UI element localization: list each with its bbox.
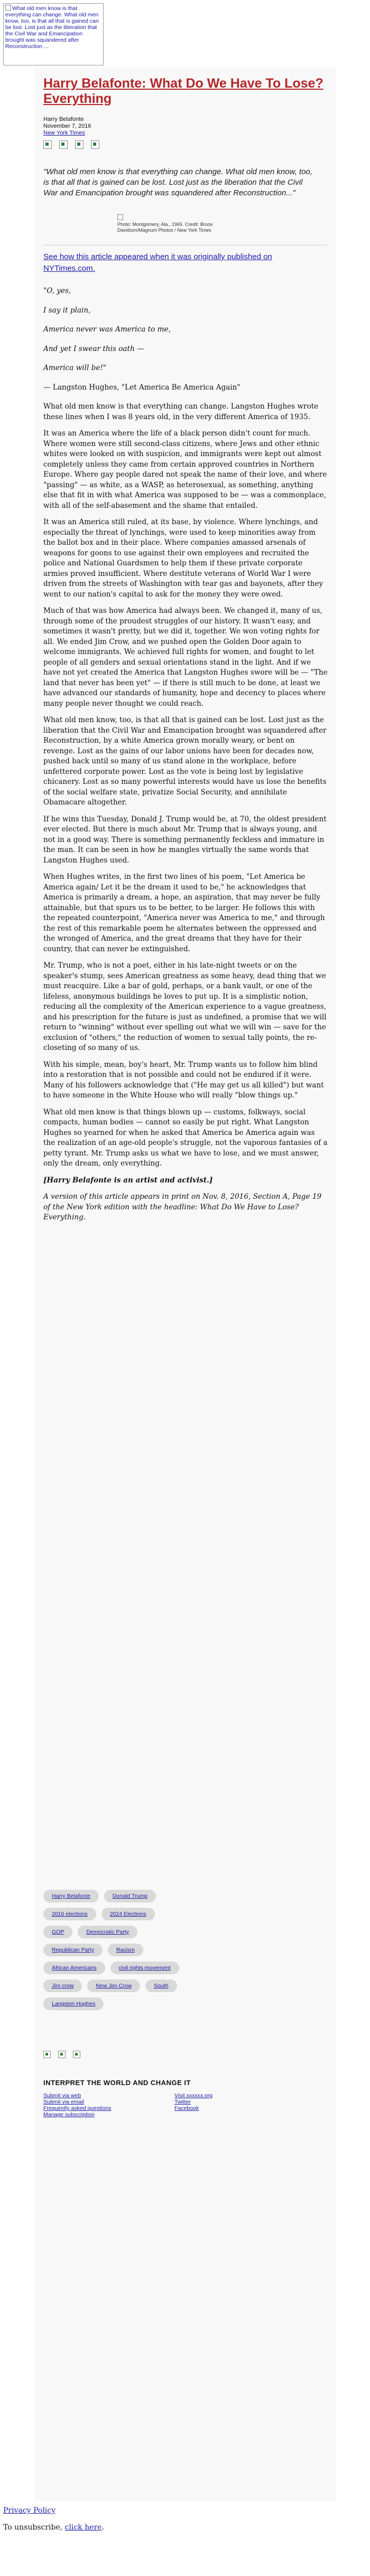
original-article-link[interactable]: See how this article appeared when it was originally published on NYTimes.com. xyxy=(43,252,272,273)
header-image-alt-text: What old men know is that everything can change. What old men know, too, is that all that is gained can be lost. Lost just as the liberation that the Civil War and Emancipation brought was squandered after Reconstruction ... xyxy=(5,5,99,50)
submit-web-link[interactable]: Submit via web xyxy=(43,2092,81,2099)
pull-quote: "What old men know is that everything can change. What old men know, too, is that all that is gained can be lost. Lost just as the liberation that the Civil War and Emancipation brought was squandered after Reconstruction..." xyxy=(43,167,312,197)
footer-links-left xyxy=(43,2092,111,2118)
poem-line: I say it plain, xyxy=(43,306,91,315)
tag-link[interactable]: GOP xyxy=(43,1926,72,1938)
body-paragraph: What old men know is that things blown up — customs, folkways, social compacts, human bodies — cannot so easily be put right. What Langston Hughes so yearned for when he asked that America be America again was the realization of an age-old people's struggle, not the vaporous fantasies of a petty tyrant. Mr. Trump asks us what we have to lose, and we must answer, only the dream, only everything. xyxy=(43,1107,328,1168)
photo-credit-line-2: Davidson/Magnum Photos / New York Times xyxy=(117,228,211,233)
body-paragraph: What old men know is that everything can change. Langston Hughes wrote these lines when I was 8 years old, in the very different America of 1935. xyxy=(43,402,319,421)
broken-image-icon xyxy=(5,5,11,11)
body-paragraph: It was an America where the life of a black person didn't count for much. Where women were still second-class citizens, where Jews and other ethnic whites were looked on with suspicion, and immigrants were kept out almost completely unless they came from certain approved countries in Northern Europe. Where gay people dared not speak the name of their love, and where "passing" — as white, as a WASP, as heterosexual, as something, anything else that fit in with what America was supposed to be — was a commonplace, with all of the self-abasement and the shame that entailed. xyxy=(43,429,327,510)
poem-line: America will be!" xyxy=(43,364,107,372)
facebook-link[interactable]: Facebook xyxy=(174,2105,199,2111)
email-share-icon[interactable] xyxy=(73,2051,80,2058)
tag-link[interactable]: Racism xyxy=(108,1944,143,1956)
article-title[interactable]: Harry Belafonte: What Do We Have To Lose? Everything xyxy=(43,76,323,106)
photo-caption xyxy=(117,214,212,233)
body-paragraph: It was an America still ruled, at its base, by violence. Where lynchings, and especially the threat of lynchings, were used to keep minorities away from the ballot box and in their place. Where companies amassed arsenals of weapons for goons to use against their own employees and recruited the police and National Guardsmen to help them if these private corporate armies proved insufficient. Where destitute veterans of World War I were driven from the streets of Washington with tear gas and bayonets, after they went to our nation's capital to ask for the money they were owed. xyxy=(43,518,323,599)
newsletter-footer xyxy=(43,2079,327,2118)
author-name: Harry Belafonte xyxy=(43,116,84,122)
footer-links-right xyxy=(174,2092,212,2111)
facebook-share-icon[interactable] xyxy=(43,140,52,149)
body-paragraph: Much of that was how America had always been. We changed it, many of us, through some of the proudest struggles of our history. It wasn't easy, and sometimes it wasn't pretty, but we did it, together. We won voting rights for all. We ended Jim Crow, and we pushed open the Golden Door again to welcome immigrants. We achieved full rights for women, and fought to let people of all genders and sexual orientations stand in the light. And if we have not yet created the America that Langston Hughes swore will be — "The land that never has been yet" — if there is still much to be done, at least we have advanced our standards of humanity, hope and decency to places where many people never thought we could reach. xyxy=(43,607,328,708)
tag-link[interactable]: Democratic Party xyxy=(78,1926,137,1938)
article-meta xyxy=(43,116,91,137)
print-note: A version of this article appears in print on Nov. 8, 2016, Section A, Page 19 of the New York edition with the headline: What Do We Have to Lose? Everything. xyxy=(43,1192,322,1221)
tag-link[interactable]: Jim crow xyxy=(43,1980,82,1992)
body-paragraph: What old men know, too, is that all that is gained can be lost. Lost just as the liberation that the Civil War and Emancipation brought was squandered after Reconstruction, by a white America grown morally weary, or bent on revenge. Lost as the gains of our labor unions have been for decades now, pushed back until so many of us stand alone in the workplace, before unfettered corporate power. Lost as the vote is being lost by legislative chicanery. Lost as so many powerful interests would have us lose the benefits of the social welfare state, privatize Social Security, and annihilate Obamacare altogether. xyxy=(43,716,327,807)
unsubscribe-prefix: To unsubscribe, xyxy=(3,2523,65,2532)
submit-email-link[interactable]: Submit via email xyxy=(43,2099,85,2105)
facebook-share-icon[interactable] xyxy=(43,2051,51,2058)
unsubscribe-line xyxy=(3,2523,104,2532)
poem-line: America never was America to me, xyxy=(43,325,171,334)
twitter-link[interactable]: Twitter xyxy=(174,2099,191,2105)
faq-link[interactable]: Frequently asked questions xyxy=(43,2105,112,2111)
tag-link[interactable]: Harry Belafonte xyxy=(43,1890,99,1902)
tag-link[interactable]: New Jim Crow xyxy=(87,1980,140,1992)
bottom-share-icons xyxy=(43,2050,88,2060)
tag-link[interactable]: civil rights movement xyxy=(110,1962,179,1974)
body-paragraph: When Hughes writes, in the first two lines of his poem, "Let America be America again/ Let it be the dream it used to be," he acknowledges that America is primarily a dream, a hope, an aspiration, that may never be fully attainable, but that spurs us to be better, to be larger. He follows this with the repeated counterpoint, "America never was America to me," and through the rest of this remarkable poem he alternates between the oppressed and the wronged of America, and the great dreams that they have for their country, that can never be extinguished. xyxy=(43,873,325,953)
body-paragraph: With his simple, mean, boy's heart, Mr. Trump wants us to follow him blind into a restoration that is not possible and could not be endured if it were. Many of his followers acknowledge that ("He may get us all killed") but want to have someone in the White House who will really "blow things up." xyxy=(43,1060,324,1100)
body-paragraph: Mr. Trump, who is not a poet, either in his late-night tweets or on the speaker's stump, sees American greatness as some heavy, dead thing that we must reacquire. Like a bar of gold, perhaps, or a bank vault, or one of the lifeless, anonymous buildings he loves to put up. It is a simplistic notion, reducing all the complexity of the American experience to a vague greatness, and his prescription for the future is just as undefined, a promise that we will return to "winning" without ever spelling out what we will win — save for the exclusion of "others," the reduction of women to sexual tally points, the re-closeting of so many of us. xyxy=(43,961,327,1052)
poem-line: And yet I swear this oath — xyxy=(43,344,144,353)
broken-header-image[interactable] xyxy=(3,3,104,65)
privacy-policy-link[interactable]: Privacy Policy xyxy=(3,2506,56,2515)
poem-attribution: — Langston Hughes, "Let America Be America Again" xyxy=(43,383,240,392)
email-share-icon[interactable] xyxy=(75,140,84,149)
visit-site-link[interactable]: Visit xxxxxx.org xyxy=(174,2092,213,2099)
author-bio: [Harry Belafonte is an artist and activist.] xyxy=(43,1176,213,1185)
photo-placeholder-icon xyxy=(117,214,123,220)
source-link[interactable]: New York Times xyxy=(43,130,85,136)
twitter-share-icon[interactable] xyxy=(58,2051,66,2058)
twitter-share-icon[interactable] xyxy=(59,140,68,149)
tag-link[interactable]: South xyxy=(145,1980,177,1992)
tag-list xyxy=(43,1890,244,2015)
article-body xyxy=(43,286,328,1229)
tag-link[interactable]: Langston Hughes xyxy=(43,1997,104,2010)
poem-line: "O, yes, xyxy=(43,287,71,295)
tag-link[interactable]: 2016 elections xyxy=(43,1908,96,1920)
share-icons xyxy=(43,140,107,151)
publish-date: November 7, 2016 xyxy=(43,123,91,129)
tag-link[interactable]: Republican Party xyxy=(43,1944,103,1956)
tag-link[interactable]: 2024 Elections xyxy=(101,1908,155,1920)
tag-link[interactable]: Donald Trump xyxy=(104,1890,156,1902)
manage-subscription-link[interactable]: Manage subscription xyxy=(43,2111,95,2118)
unsubscribe-suffix: . xyxy=(101,2523,104,2532)
body-paragraph: If he wins this Tuesday, Donald J. Trump would be, at 70, the oldest president ever elected. But there is much about Mr. Trump that is always young, and not in a good way. There is something permanently feckless and immature in the man. It can be seen in how he mangles virtually the same words that Langston Hughes used. xyxy=(43,815,327,865)
footer-heading: INTERPRET THE WORLD AND CHANGE IT xyxy=(43,2079,191,2087)
tag-link[interactable]: African Americans xyxy=(43,1962,105,1974)
unsubscribe-link[interactable]: click here xyxy=(64,2523,102,2532)
privacy-policy xyxy=(3,2506,56,2515)
article-card xyxy=(34,68,336,2501)
reddit-share-icon[interactable] xyxy=(91,140,99,149)
photo-credit-line-1: Photo: Montgomery, Ala., 1965. Credit: Bruce xyxy=(117,222,213,227)
